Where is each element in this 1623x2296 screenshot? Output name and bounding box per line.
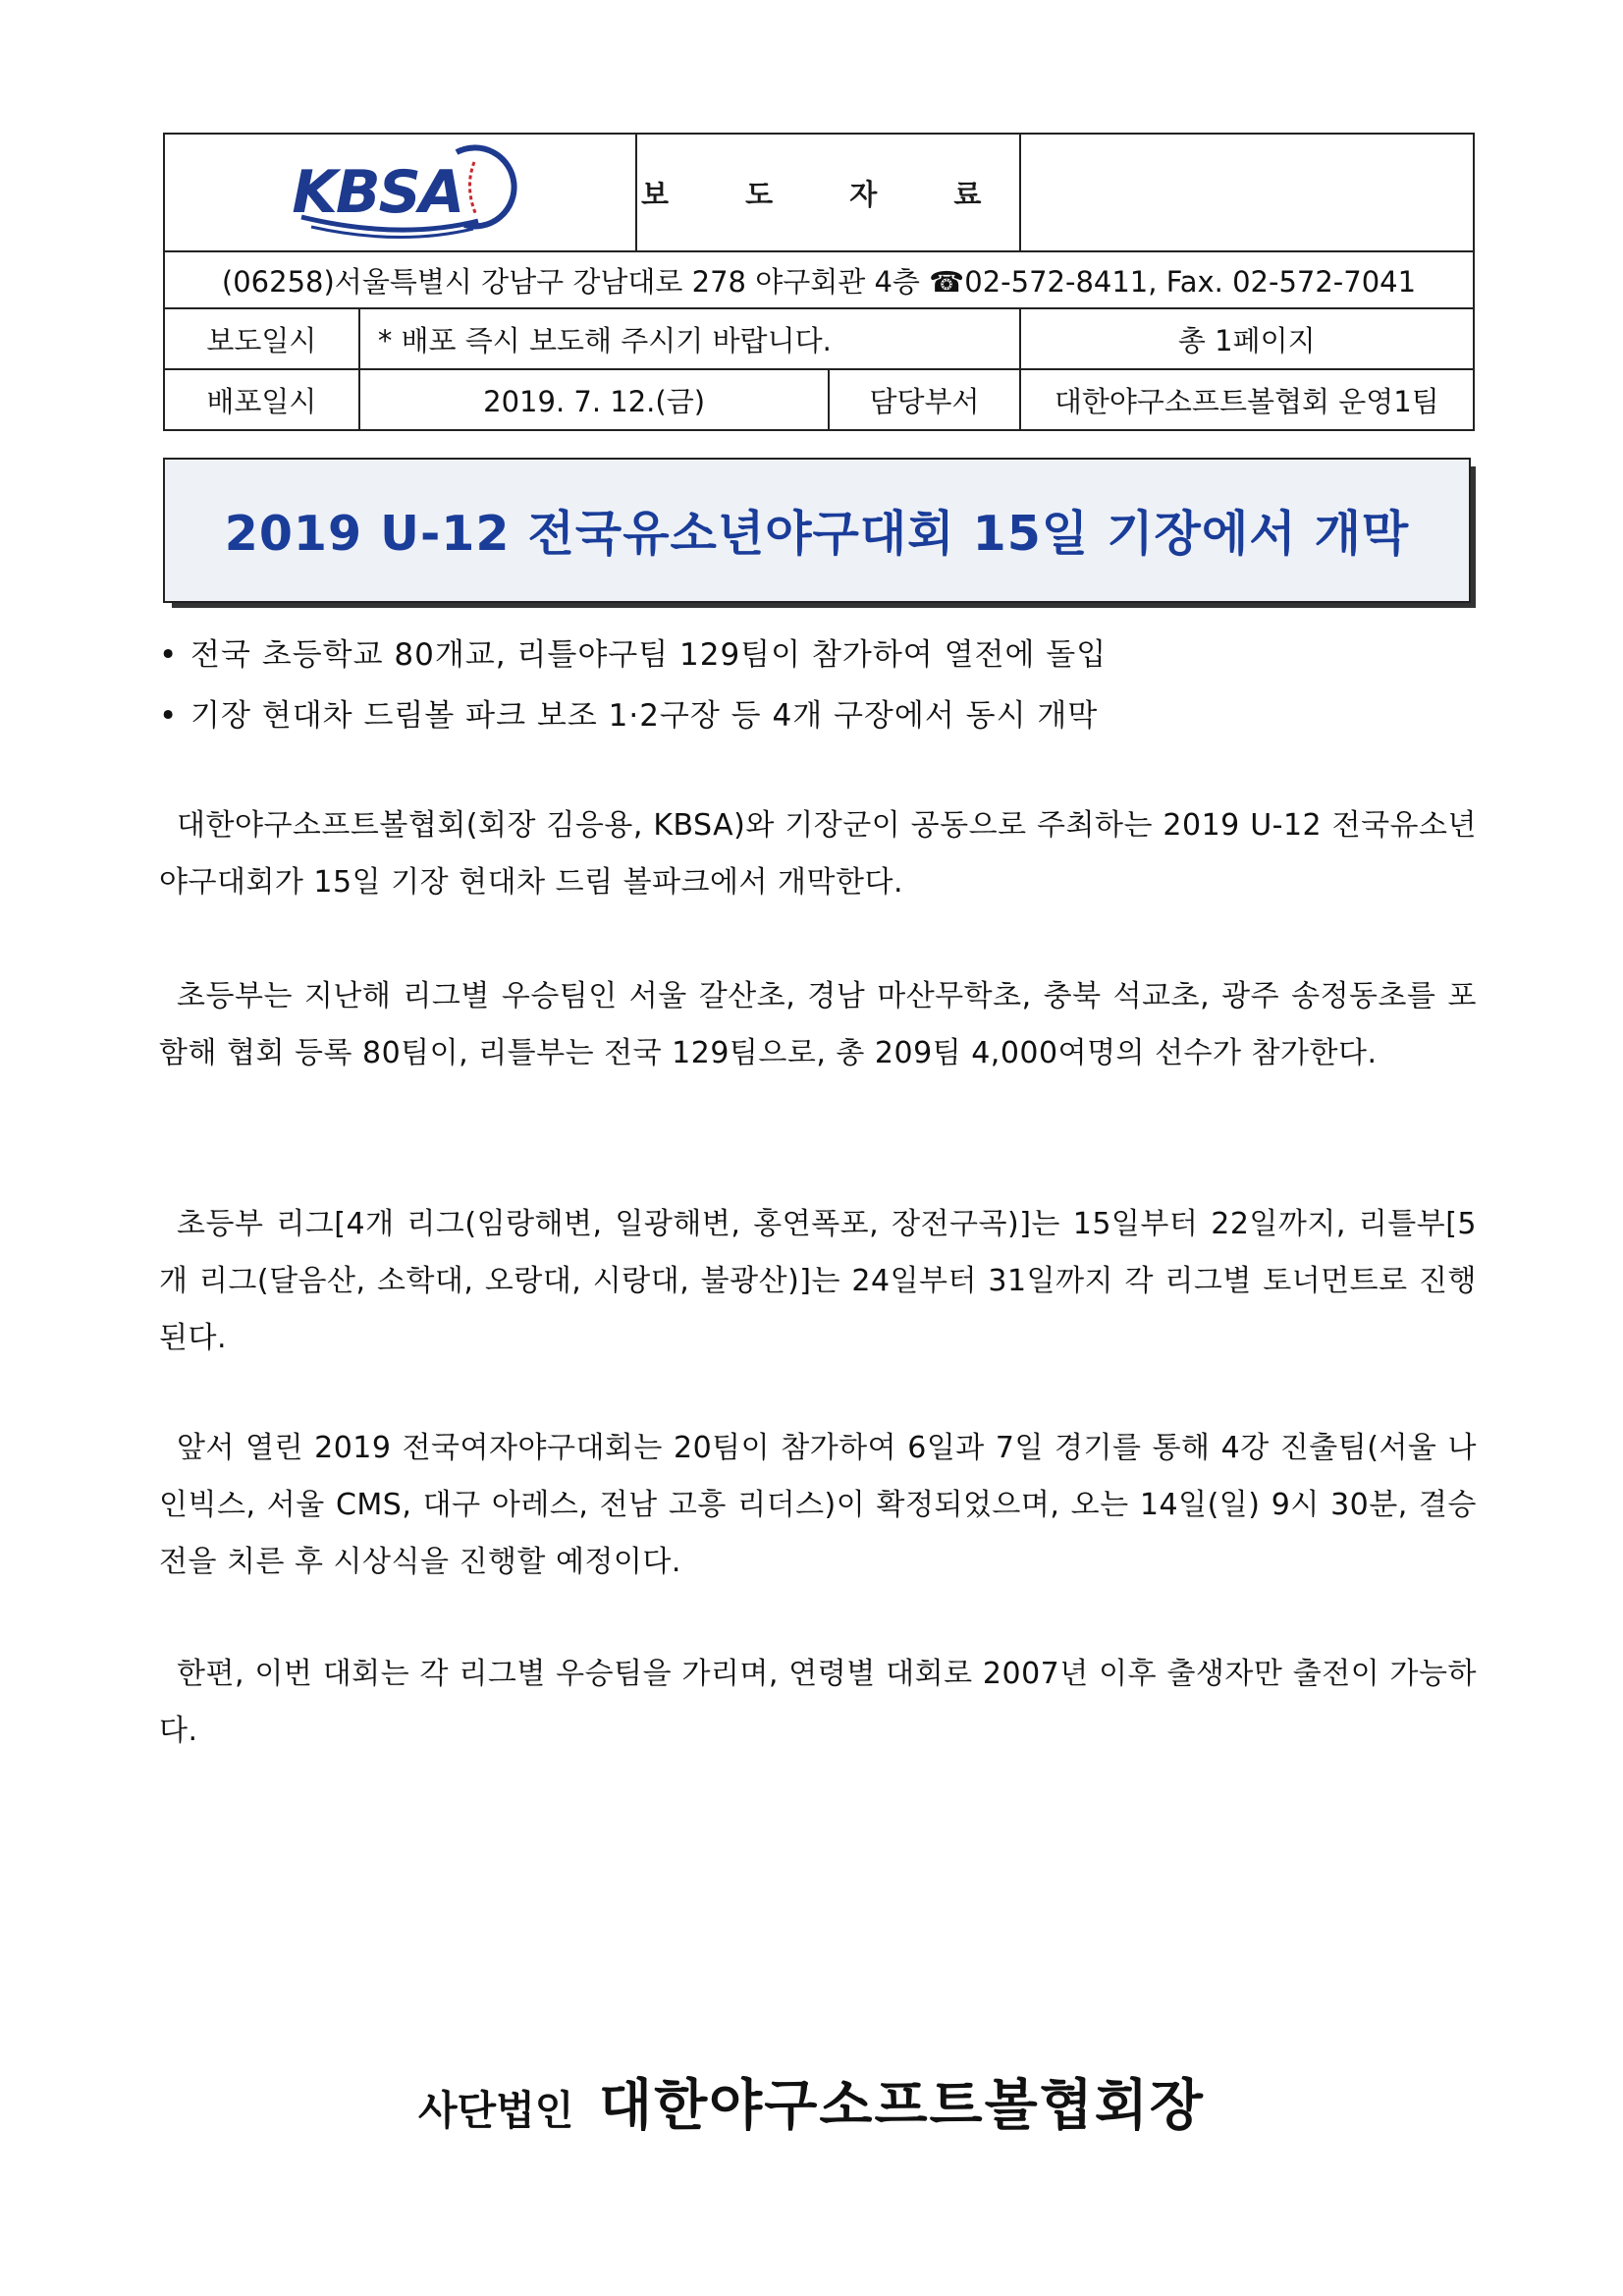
paragraph: 초등부는 지난해 리그별 우승팀인 서울 갈산초, 경남 마산무학초, 충북 석교초, 광주 송정동초를 포함해 협회 등록 80팀이, 리틀부는 전국 129팀으로, 총 209팀 4,000여명의 선수가 참가한다. [159, 979, 1477, 1070]
paragraph: 앞서 열린 2019 전국여자야구대회는 20팀이 참가하여 6일과 7일 경기를 통해 4강 진출팀(서울 나인빅스, 서울 CMS, 대구 아레스, 전남 고흥 리더스)이 확정되었으며, 오는 14일(일) 9시 30분, 결승전을 치른 후 시상식을 진행할 예정이다. [159, 1431, 1477, 1579]
address-line: (06258)서울특별시 강남구 강남대로 278 야구회관 4층 ☎02-572-8411, Fax. 02-572-7041 [164, 251, 1474, 308]
header-table [163, 133, 1475, 431]
logo-text: KBSA [292, 157, 463, 227]
empty-cell [1020, 134, 1474, 251]
bullet-item: • 기장 현대차 드림볼 파크 보조 1·2구장 등 4개 구장에서 동시 개막 [159, 685, 1485, 746]
department-name: 대한야구소프트볼협회 운영1팀 [1020, 369, 1474, 430]
kbsa-logo [282, 138, 517, 241]
headline-box [163, 458, 1471, 603]
logo-cell [164, 134, 636, 251]
report-time-note: * 배포 즉시 보도해 주시기 바랍니다. [359, 308, 1020, 369]
paragraph: 대한야구소프트볼협회(회장 김응용, KBSA)와 기장군이 공동으로 주최하는 2019 U-12 전국유소년야구대회가 15일 기장 현대차 드림 볼파크에서 개막한다. [159, 808, 1477, 900]
bullet-item: • 전국 초등학교 80개교, 리틀야구팀 129팀이 참가하여 열전에 돌입 [159, 625, 1485, 685]
signature [0, 2062, 1623, 2141]
distribution-date: 2019. 7. 12.(금) [359, 369, 830, 430]
report-time-label: 보도일시 [164, 308, 359, 369]
summary-bullets [159, 625, 1485, 746]
distribution-label: 배포일시 [164, 369, 359, 430]
signature-org-type: 사단법인 [417, 2087, 574, 2134]
paragraph: 초등부 리그[4개 리그(임랑해변, 일광해변, 홍연폭포, 장전구곡)]는 15일부터 22일까지, 리틀부[5개 리그(달음산, 소학대, 오랑대, 시랑대, 불광산)]는 24일부터 31일까지 각 리그별 토너먼트로 진행된다. [159, 1207, 1477, 1355]
headline: 2019 U-12 전국유소년야구대회 15일 기장에서 개막 [224, 506, 1410, 562]
department-label: 담당부서 [829, 369, 1019, 430]
total-pages: 총 1페이지 [1020, 308, 1474, 369]
document-title: 보 도 자 료 [636, 134, 1020, 251]
paragraph: 한편, 이번 대회는 각 리그별 우승팀을 가리며, 연령별 대회로 2007년 이후 출생자만 출전이 가능하다. [159, 1657, 1477, 1748]
signature-org-name: 대한야구소프트볼협회장 [598, 2074, 1206, 2138]
